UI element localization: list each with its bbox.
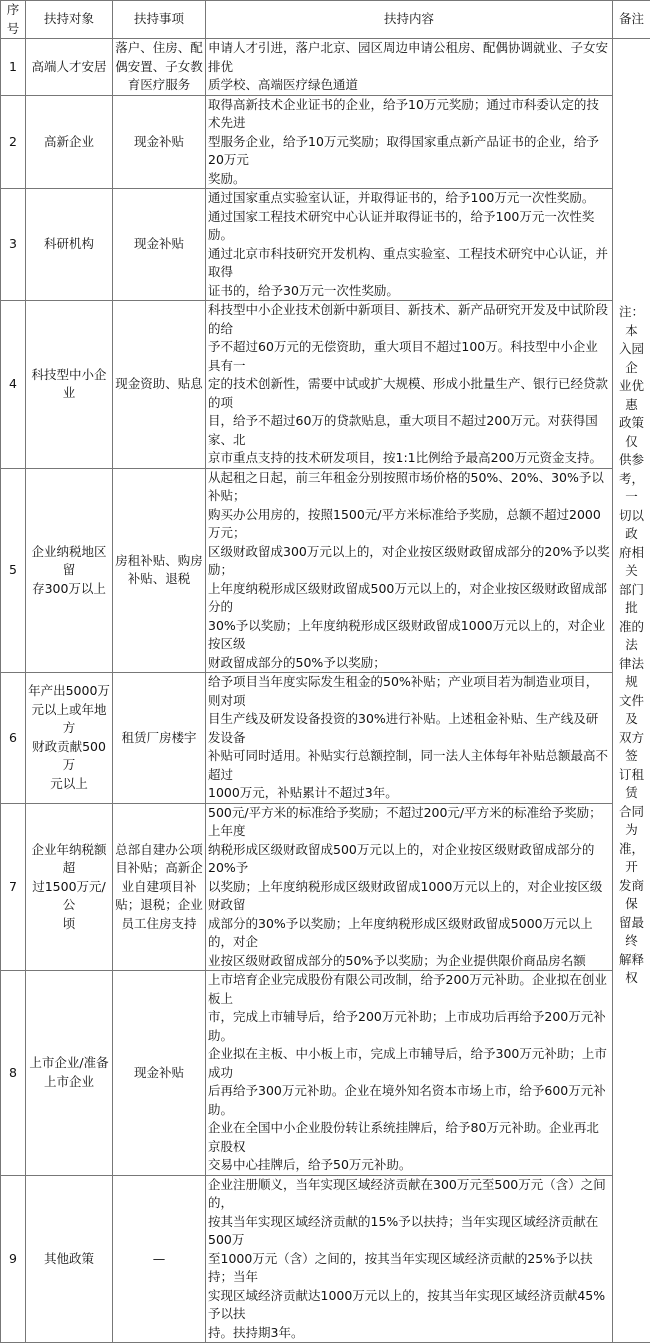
support-item: 总部自建办公项 目补贴；高新企 业自建项目补 贴；退税；企业 员工住房支持 [113,803,206,971]
row-number: 2 [1,95,26,189]
table-row [1,39,650,96]
support-item: 现金补贴 [113,95,206,189]
support-content: 科技型中小企业技术创新中新项目、新技术、新产品研究开发及中试阶段的给 予不超过60万元的无偿资助，重大项目不超过100万。科技型中小企业具有一 定的技术创新性，需要中试或扩大规模、形成小批量生产、银行已经贷款的项 目，给予不超过60万的贷款贴息，重大项目不超过200万元。对获得国家、北 京市重点支持的技术研发项目，按1:1比例给予最高200万元资金支持。 [206,301,613,469]
support-target: 企业纳税地区留 存300万以上 [26,468,113,673]
support-item: 现金补贴 [113,189,206,301]
table-row [1,301,650,469]
row-number: 8 [1,971,26,1176]
support-item: — [113,1175,206,1343]
header-note: 备注 [613,1,650,39]
support-item: 现金资助、贴息 [113,301,206,469]
table-row [1,803,650,971]
header-target: 扶持对象 [26,1,113,39]
support-item: 租赁厂房楼宇 [113,673,206,804]
table-header-row [1,1,650,39]
support-target: 上市企业/准备 上市企业 [26,971,113,1176]
remark-note: 注：本 入园企 业优惠 政策仅 供参 考，一 切以政 府相关 部门批 准的法 律法规 文件及 双方签 订租赁 合同为 准，开 发商保 留最终 解释权 [613,39,650,1343]
row-number: 6 [1,673,26,804]
support-item: 落户、住房、配 偶安置、子女教 育医疗服务 [113,39,206,96]
support-target: 科研机构 [26,189,113,301]
row-number: 7 [1,803,26,971]
row-number: 4 [1,301,26,469]
support-target: 年产出5000万 元以上或年地方 财政贡献500万 元以上 [26,673,113,804]
row-number: 3 [1,189,26,301]
support-content: 取得高新技术企业证书的企业，给予10万元奖励；通过市科委认定的技术先进 型服务企业，给予10万元奖励；取得国家重点新产品证书的企业，给予20万元 奖励。 [206,95,613,189]
support-target: 科技型中小企业 [26,301,113,469]
row-number: 5 [1,468,26,673]
support-content: 从起租之日起，前三年租金分别按照市场价格的50%、20%、30%予以补贴； 购买办公用房的，按照1500元/平方米标准给予奖励，总额不超过2000万元； 区级财政留成300万元以上的，对企业按区级财政留成部分的20%予以奖励； 上年度纳税形成区级财政留成500万元以上的，对企业按区级财政留成部分的 30%予以奖励；上年度纳税形成区级财政留成1000万元以上的，对企业按区级 财政留成部分的50%予以奖励； [206,468,613,673]
table-row [1,468,650,673]
support-content: 通过国家重点实验室认证，并取得证书的，给予100万元一次性奖励。 通过国家工程技术研究中心认证并取得证书的，给予100万元一次性奖励。 通过北京市科技研究开发机构、重点实验室、工程技术研究中心认证，并取得 证书的，给予30万元一次性奖励。 [206,189,613,301]
support-content: 申请人才引进，落户北京、园区周边申请公租房、配偶协调就业、子女安排优 质学校、高端医疗绿色通道 [206,39,613,96]
table-row [1,189,650,301]
table-row [1,95,650,189]
row-number: 9 [1,1175,26,1343]
support-target: 高新企业 [26,95,113,189]
support-content: 企业注册顺义，当年实现区域经济贡献在300万元至500万元（含）之间的， 按其当年实现区域经济贡献的15%予以扶持；当年实现区域经济贡献在500万 至1000万元（含）之间的，按其当年实现区域经济贡献的25%予以扶持；当年 实现区域经济贡献达1000万元以上的，按其当年实现区域经济贡献45%予以扶 持。扶持期3年。 [206,1175,613,1343]
support-target: 高端人才安居 [26,39,113,96]
support-item: 房租补贴、购房 补贴、退税 [113,468,206,673]
support-content: 500元/平方米的标准给予奖励；不超过200元/平方米的标准给予奖励；上年度 纳税形成区级财政留成500万元以上的，对企业按区级财政留成部分的20%予 以奖励；上年度纳税形成区级财政留成1000万元以上的，对企业按区级财政留 成部分的30%予以奖励；上年度纳税形成区级财政留成5000万元以上的，对企 业按区级财政留成部分的50%予以奖励；为企业提供限价商品房名额 [206,803,613,971]
header-item: 扶持事项 [113,1,206,39]
table-row [1,971,650,1176]
table-row [1,673,650,804]
table-row [1,1175,650,1343]
header-content: 扶持内容 [206,1,613,39]
support-target: 其他政策 [26,1175,113,1343]
row-number: 1 [1,39,26,96]
header-no: 序号 [1,1,26,39]
support-content: 上市培育企业完成股份有限公司改制，给予200万元补助。企业拟在创业板上 市，完成上市辅导后，给予200万元补助；上市成功后再给予200万元补助。 企业拟在主板、中小板上市，完成上市辅导后，给予300万元补助；上市成功 后再给予300万元补助。企业在境外知名资本市场上市，给予600万元补助。 企业在全国中小企业股份转让系统挂牌后，给予80万元补助。企业再北京股权 交易中心挂牌后，给予50万元补助。 [206,971,613,1176]
support-target: 企业年纳税额超 过1500万元/公 顷 [26,803,113,971]
support-content: 给予项目当年度实际发生租金的50%补贴；产业项目若为制造业项目，则对项 目生产线及研发设备投资的30%进行补贴。上述租金补贴、生产线及研发设备 补贴可同时适用。补贴实行总额控制，同一法人主体每年补贴总额最高不超过 1000万元，补贴累计不超过3年。 [206,673,613,804]
support-item: 现金补贴 [113,971,206,1176]
